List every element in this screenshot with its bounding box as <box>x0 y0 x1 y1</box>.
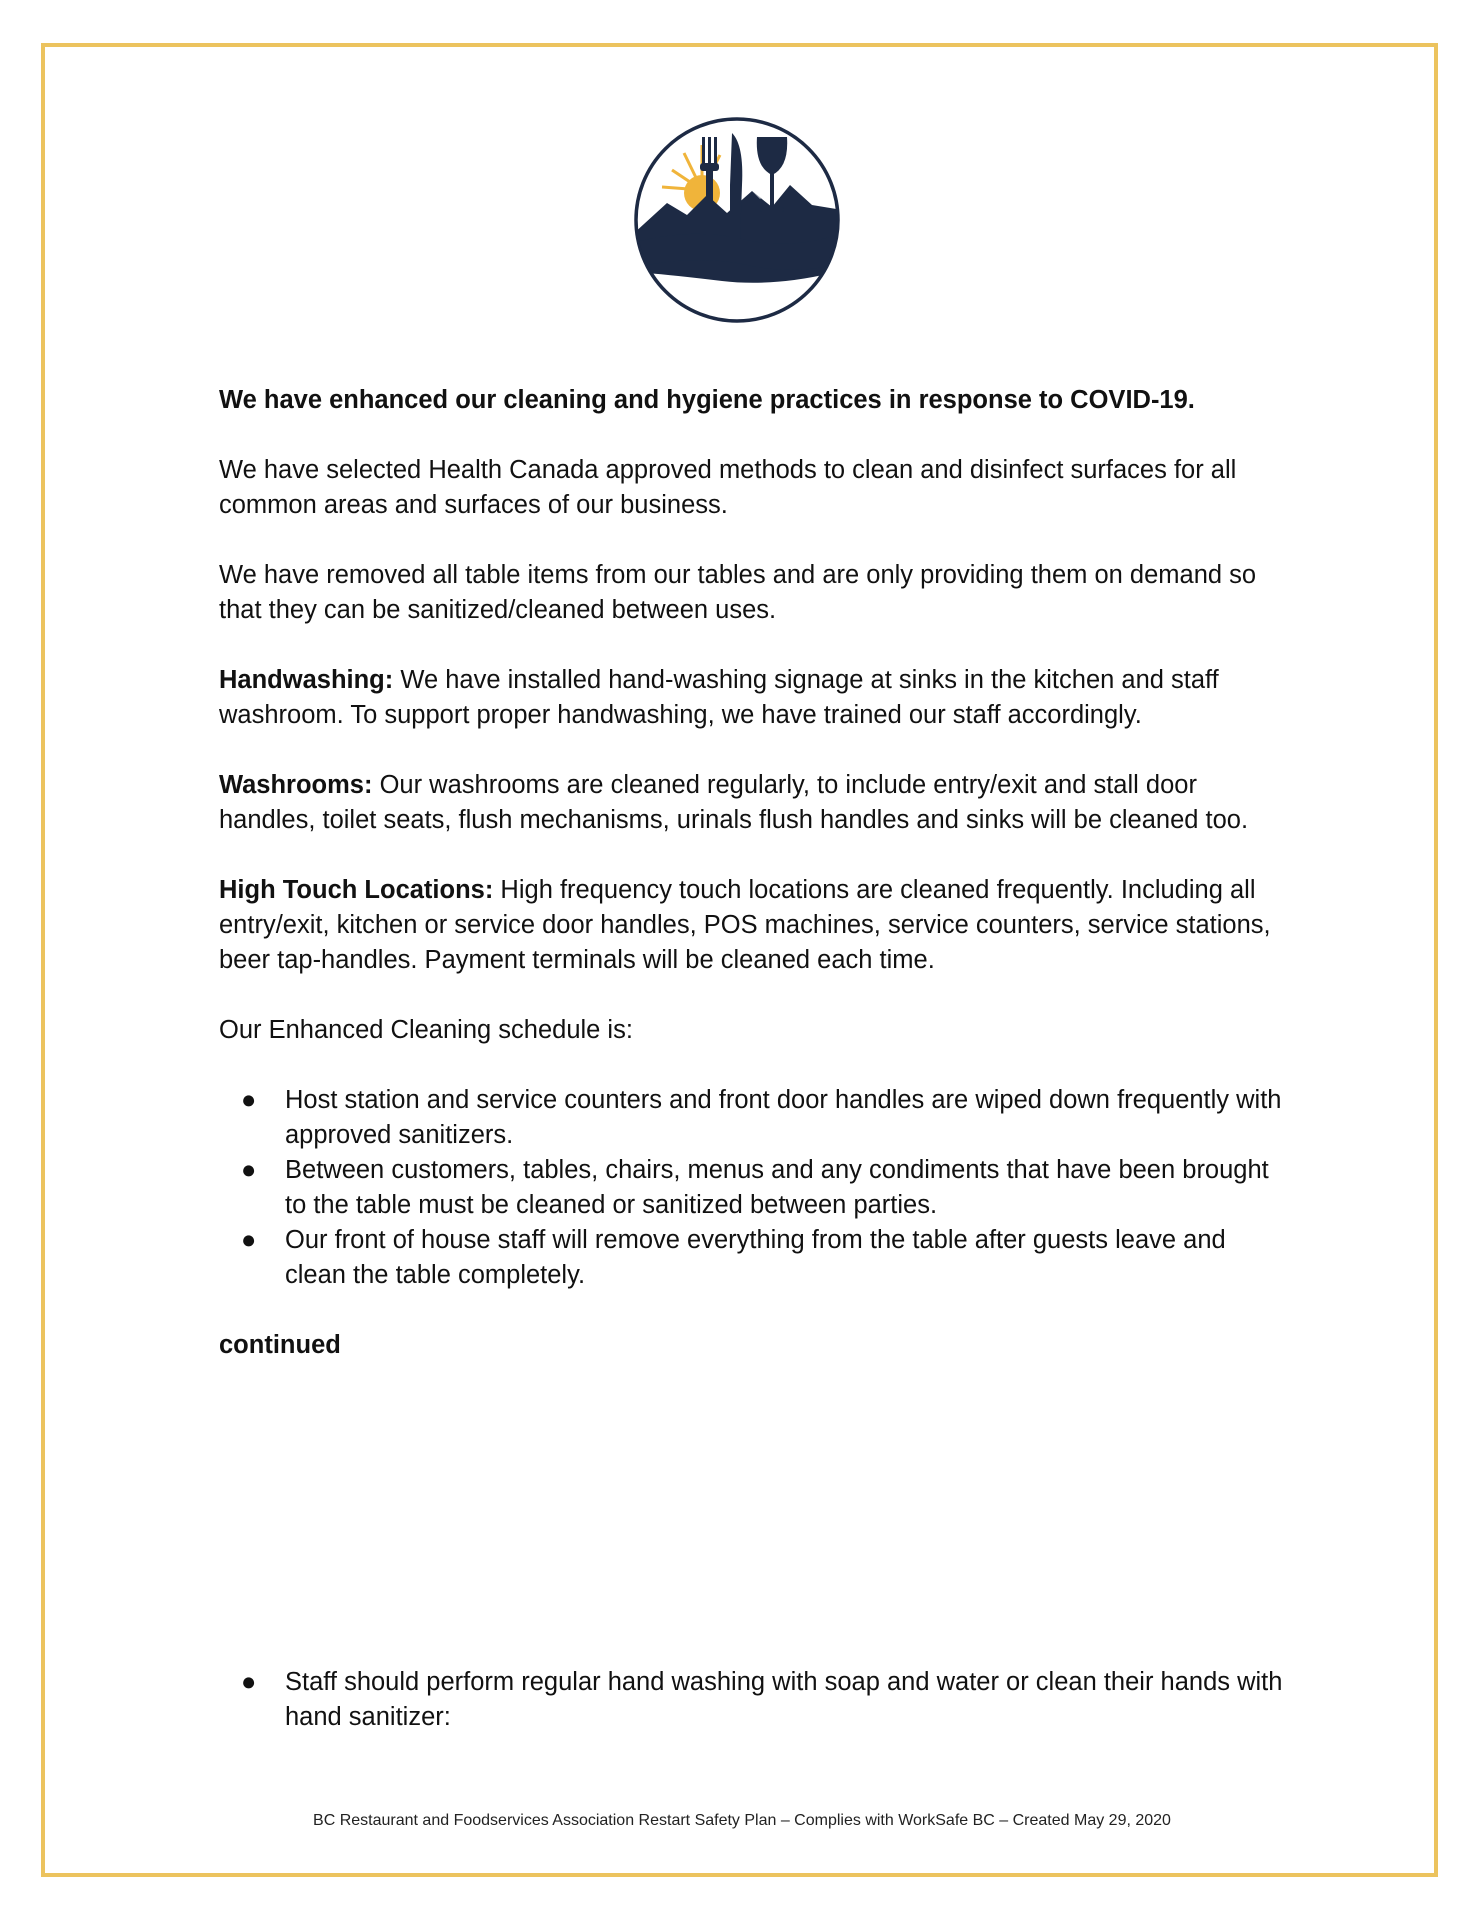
section-high-touch-locations <box>219 873 1289 978</box>
staff-handwashing-list <box>219 1665 1289 1735</box>
bullet-icon: ● <box>241 1226 257 1254</box>
restaurant-mountain-logo-icon <box>632 115 842 325</box>
section-text: Our washrooms are cleaned regularly, to include entry/exit and stall door handles, toilet seats, flush mechanisms, urinals flush handles and sinks will be cleaned too. <box>219 771 1249 834</box>
section-text: High frequency touch locations are cleaned frequently. Including all entry/exit, kitchen or service door handles, POS machines, service counters, service stations, beer tap-handles. Payment terminals will be cleaned each time. <box>219 876 1271 974</box>
bullet-icon: ● <box>241 1086 257 1114</box>
list-item <box>219 1153 1289 1223</box>
continued-label: continued <box>219 1331 341 1359</box>
section-label: High Touch Locations: <box>219 876 494 904</box>
section-label: Handwashing: <box>219 666 394 694</box>
bullet-icon: ● <box>241 1668 257 1696</box>
list-item-text: Staff should perform regular hand washing with soap and water or clean their hands with hand sanitizer: <box>285 1668 1283 1731</box>
list-item <box>219 1665 1289 1735</box>
schedule-list <box>219 1083 1289 1293</box>
list-item <box>219 1083 1289 1153</box>
intro-heading: We have enhanced our cleaning and hygiene practices in response to COVID-19. <box>219 386 1195 414</box>
document-body <box>219 383 1289 1398</box>
paragraph-table-items: We have removed all table items from our tables and are only providing them on demand so that they can be sanitized/cleaned between uses. <box>219 561 1257 624</box>
list-item-text: Host station and service counters and front door handles are wiped down frequently with approved sanitizers. <box>285 1086 1282 1149</box>
section-text: We have installed hand-washing signage at sinks in the kitchen and staff washroom. To support proper handwashing, we have trained our staff accordingly. <box>219 666 1219 729</box>
section-handwashing <box>219 663 1289 733</box>
list-item <box>219 1223 1289 1293</box>
section-label: Washrooms: <box>219 771 373 799</box>
paragraph-health-canada: We have selected Health Canada approved methods to clean and disinfect surfaces for all common areas and surfaces of our business. <box>219 456 1237 519</box>
list-item-text: Between customers, tables, chairs, menus and any condiments that have been brought to the table must be cleaned or sanitized between parties. <box>285 1156 1269 1219</box>
schedule-intro: Our Enhanced Cleaning schedule is: <box>219 1016 633 1044</box>
page-footer: BC Restaurant and Foodservices Association Restart Safety Plan – Complies with WorkSafe BC – Created May 29, 2020 <box>313 1812 1171 1829</box>
list-item-text: Our front of house staff will remove everything from the table after guests leave and clean the table completely. <box>285 1226 1226 1289</box>
bullet-icon: ● <box>241 1156 257 1184</box>
section-washrooms <box>219 768 1289 838</box>
